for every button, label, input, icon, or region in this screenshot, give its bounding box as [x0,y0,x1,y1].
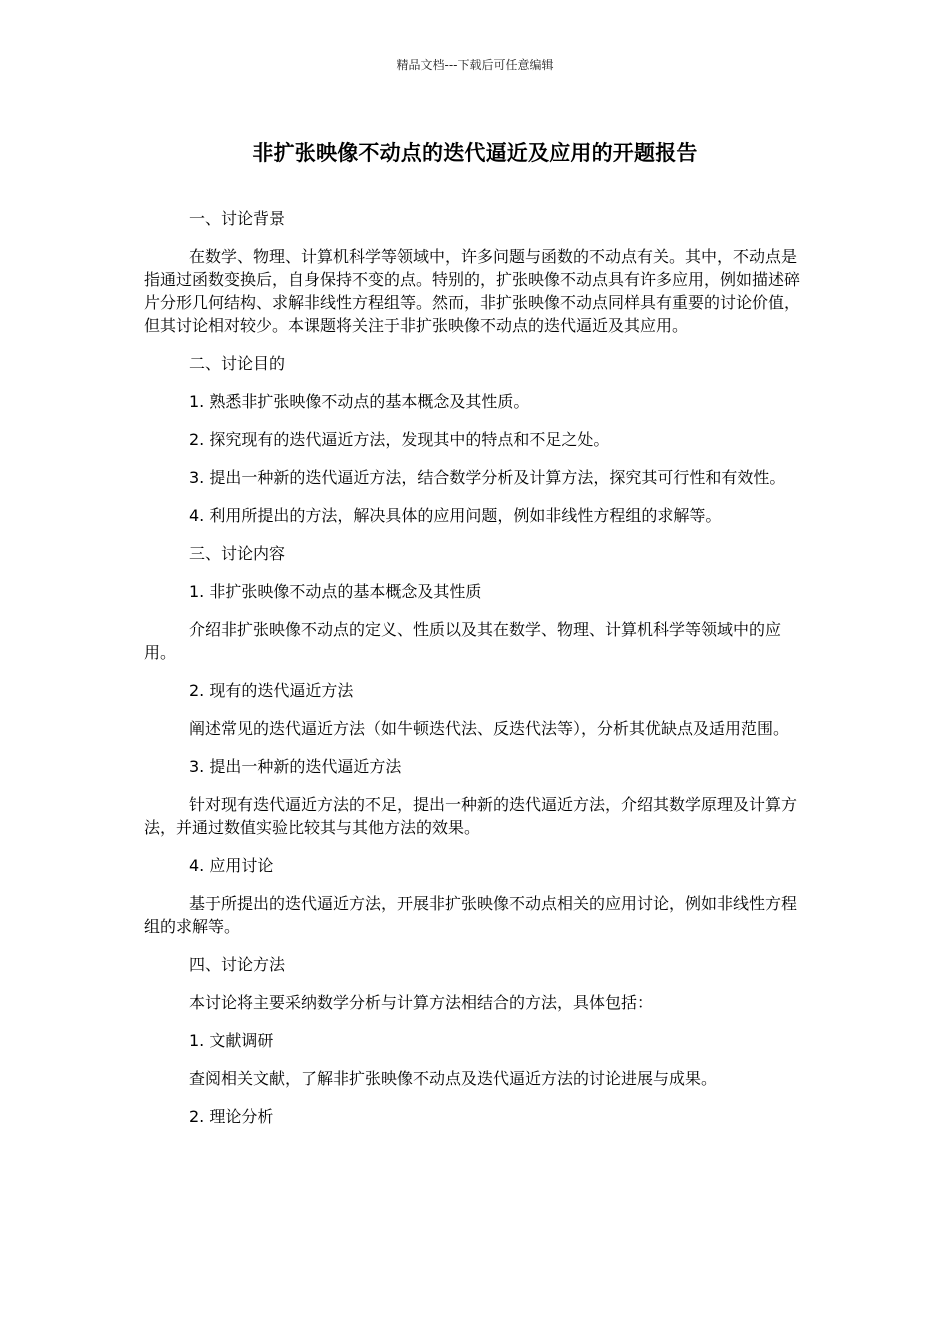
content-subheading-2: 2. 现有的迭代逼近方法 [189,681,354,700]
content-paragraph-4: 基于所提出的迭代逼近方法，开展非扩张映像不动点相关的应用讨论，例如非线性方程组的求解等。 [144,894,798,936]
objective-item-3: 3. 提出一种新的迭代逼近方法，结合数学分析及计算方法，探究其可行性和有效性。 [189,468,786,487]
section-heading-background: 一、讨论背景 [189,209,286,228]
document-body [144,207,806,1143]
content-subheading-1: 1. 非扩张映像不动点的基本概念及其性质 [189,582,482,601]
content-subheading-4: 4. 应用讨论 [189,856,274,875]
content-paragraph-1: 介绍非扩张映像不动点的定义、性质以及其在数学、物理、计算机科学等领域中的应用。 [144,620,782,662]
paragraph-background: 在数学、物理、计算机科学等领域中，许多问题与函数的不动点有关。其中，不动点是指通过函数变换后，自身保持不变的点。特别的，扩张映像不动点具有许多应用，例如描述碎片分形几何结构、求解非线性方程组等。然而，非扩张映像不动点同样具有重要的讨论价值，但其讨论相对较少。本课题将关注于非扩张映像不动点的迭代逼近及其应用。 [144,247,801,335]
section-heading-objectives: 二、讨论目的 [189,354,286,373]
method-subheading-1: 1. 文献调研 [189,1031,274,1050]
objective-item-2: 2. 探究现有的迭代逼近方法，发现其中的特点和不足之处。 [189,430,610,449]
content-subheading-3: 3. 提出一种新的迭代逼近方法 [189,757,402,776]
content-paragraph-3: 针对现有迭代逼近方法的不足，提出一种新的迭代逼近方法，介绍其数学原理及计算方法，并通过数值实验比较其与其他方法的效果。 [144,795,798,837]
method-paragraph-1: 查阅相关文献，了解非扩张映像不动点及迭代逼近方法的讨论进展与成果。 [189,1069,718,1088]
section-heading-methods: 四、讨论方法 [189,955,286,974]
method-subheading-2: 2. 理论分析 [189,1107,274,1126]
section-heading-content: 三、讨论内容 [189,544,286,563]
content-paragraph-2: 阐述常见的迭代逼近方法（如牛顿迭代法、反迭代法等），分析其优缺点及适用范围。 [189,719,790,738]
page-header: 精品文档---下载后可任意编辑 [396,58,554,72]
objective-item-1: 1. 熟悉非扩张映像不动点的基本概念及其性质。 [189,392,530,411]
document-title: 非扩张映像不动点的迭代逼近及应用的开题报告 [252,141,698,165]
methods-intro: 本讨论将主要采纳数学分析与计算方法相结合的方法，具体包括： [189,993,654,1012]
objective-item-4: 4. 利用所提出的方法，解决具体的应用问题，例如非线性方程组的求解等。 [189,506,722,525]
